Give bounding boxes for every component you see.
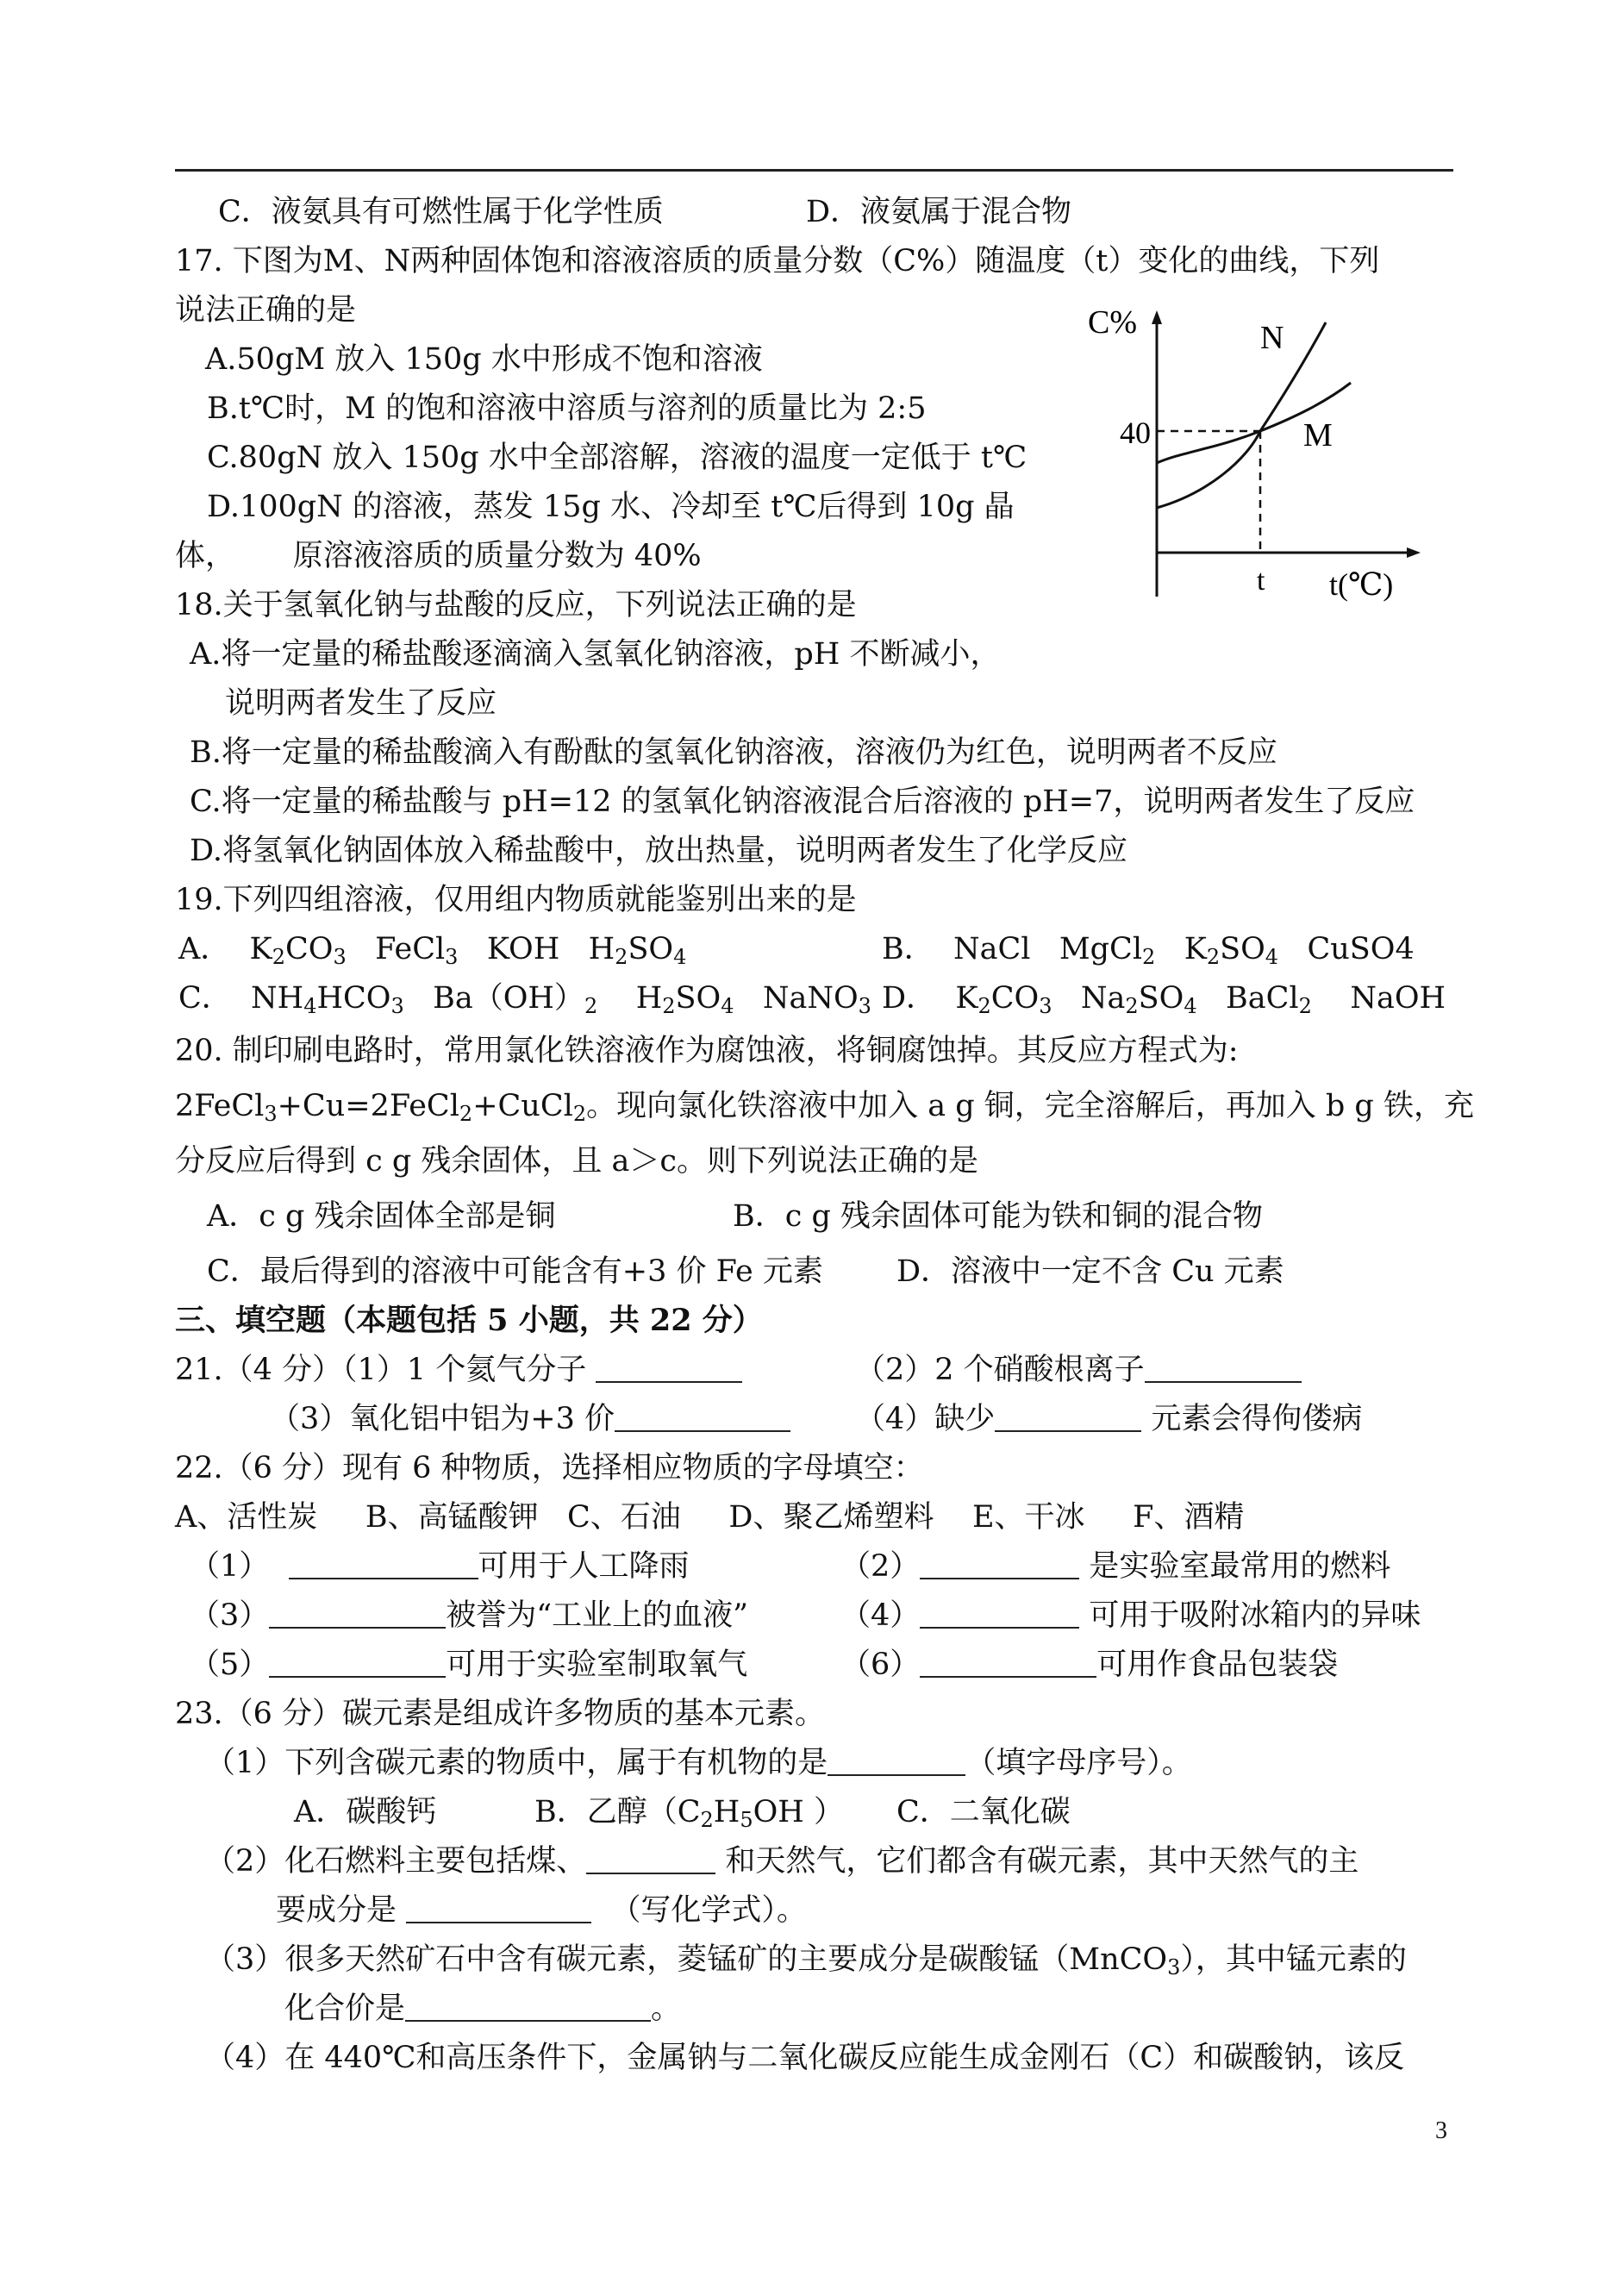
q18-stem: 18.关于氢氧化钠与盐酸的反应，下列说法正确的是 xyxy=(175,588,857,622)
x-tick-t: t xyxy=(1257,565,1265,597)
q20-option-d: D．溶液中一定不含 Cu 元素 xyxy=(896,1254,1284,1289)
q16-option-d: D．液氨属于混合物 xyxy=(806,195,1072,229)
q16-option-c: C．液氨具有可燃性属于化学性质 xyxy=(218,195,664,229)
q22-item-6: （6） 可用作食品包装袋 xyxy=(840,1648,1339,1682)
q19-option-c: C． $NH_4HCO_3$ $Ba(OH)_2$ $H_2SO_4$ NaNO$_3$ xyxy=(178,981,871,1018)
page-number: 3 xyxy=(1435,2117,1447,2144)
q22-blank-6[interactable] xyxy=(920,1650,1096,1678)
y-tick-40: 40 xyxy=(1120,416,1151,450)
q20-stem-equation: 2FeCl$_3$+Cu=2FeCl$_2$+CuCl$_2$。现向氯化铁溶液中加入 a g 铜，完全溶解后，再加入 b g 铁，充 xyxy=(175,1089,1474,1126)
q22-item-5: （5） 可用于实验室制取氧气 xyxy=(190,1648,748,1682)
x-axis-label: t(℃) xyxy=(1329,567,1394,602)
q22-blank-3[interactable] xyxy=(269,1601,446,1629)
q21-blank-3[interactable] xyxy=(615,1404,790,1432)
q21-blank-1[interactable] xyxy=(596,1355,742,1383)
q22-blank-5[interactable] xyxy=(269,1650,446,1678)
q20-stem: 20. 制印刷电路时，常用氯化铁溶液作为腐蚀液，将铜腐蚀掉。其反应方程式为: xyxy=(175,1034,1239,1068)
q23-blank-3[interactable] xyxy=(406,1896,591,1923)
curve-n-label: N xyxy=(1260,320,1284,356)
header-rule xyxy=(175,169,1453,172)
q21-part1: 21.（4 分）（1）1 个氦气分子 xyxy=(175,1352,742,1388)
x-axis-arrow xyxy=(1407,547,1421,558)
q17-option-c: C.80gN 放入 150g 水中全部溶解，溶液的温度一定低于 t℃ xyxy=(207,441,1027,475)
q22-blank-1[interactable] xyxy=(289,1552,478,1579)
q23-stem: 23.（6 分）碳元素是组成许多物质的基本元素。 xyxy=(175,1697,826,1731)
q23-part1: （1）下列含碳元素的物质中，属于有机物的是 （填字母序号）。 xyxy=(205,1746,1192,1780)
q23-part4: （4）在 440℃和高压条件下，金属钠与二氧化碳反应能生成金刚石（C）和碳酸钠，该反 xyxy=(205,2041,1405,2075)
q23-blank-4[interactable] xyxy=(405,1994,651,2022)
q22-item-3: （3） 被誉为“工业上的血液” xyxy=(190,1598,749,1633)
q23-part3: （3）很多天然矿石中含有碳元素，菱锰矿的主要成分是碳酸锰（MnCO$_3$），其中锰元素的 xyxy=(205,1942,1407,1979)
q23-blank-2[interactable] xyxy=(586,1847,715,1874)
curve-n xyxy=(1157,322,1326,508)
q21-part4: （4）缺少 元素会得佝偻病 xyxy=(855,1402,1363,1436)
q20-option-c: C．最后得到的溶液中可能含有+3 价 Fe 元素 xyxy=(207,1254,823,1289)
q22-blank-4[interactable] xyxy=(920,1601,1079,1629)
q22-blank-2[interactable] xyxy=(920,1552,1079,1579)
q22-item-1: （1） 可用于人工降雨 xyxy=(190,1549,690,1584)
q18-option-c: C.将一定量的稀盐酸与 pH=12 的氢氧化钠溶液混合后溶液的 pH=7，说明两者发生了反应 xyxy=(190,785,1415,819)
q22-options: A、活性炭 B、高锰酸钾 C、石油 D、聚乙烯塑料 E、干冰 F、酒精 xyxy=(175,1500,1245,1535)
q23-part2: （2）化石燃料主要包括煤、 和天然气，它们都含有碳元素，其中天然气的主 xyxy=(205,1844,1359,1879)
q19-stem: 19.下列四组溶液，仅用组内物质就能鉴别出来的是 xyxy=(175,883,857,917)
q21-part2: （2）2 个硝酸根离子 xyxy=(855,1352,1302,1388)
q17-option-a: A.50gM 放入 150g 水中形成不饱和溶液 xyxy=(205,342,763,377)
q19-option-b: B． NaCl MgCl$_2$ $K_2SO_4$ CuSO4 xyxy=(882,932,1415,969)
section-heading: 三、填空题（本题包括 5 小题，共 22 分） xyxy=(175,1303,763,1338)
q22-stem: 22.（6 分）现有 6 种物质，选择相应物质的字母填空： xyxy=(175,1451,924,1485)
curve-m-label: M xyxy=(1303,417,1333,453)
q18-option-d: D.将氢氧化钠固体放入稀盐酸中，放出热量，说明两者发生了化学反应 xyxy=(190,834,1127,868)
q17-option-b: B.t℃时，M 的饱和溶液中溶质与溶剂的质量比为 2:5 xyxy=(207,391,927,426)
q19-option-d: D． $K_2CO_3$ $Na_2SO_4$ BaCl$_2$ NaOH xyxy=(882,981,1446,1018)
q20-option-a: A．c g 残余固体全部是铜 xyxy=(207,1199,556,1234)
q21-part3: （3）氧化铝中铝为+3 价 xyxy=(270,1401,790,1437)
q19-option-a: A． $K_2CO_3$ FeCl$_3$ KOH $H_2SO_4$ xyxy=(178,932,687,969)
q18-option-a: A.将一定量的稀盐酸逐滴滴入氢氧化钠溶液，pH 不断减小， xyxy=(190,637,1001,672)
q18-option-a-cont: 说明两者发生了反应 xyxy=(225,686,497,721)
q23-part2-cont: 要成分是 （写化学式）。 xyxy=(276,1893,807,1928)
q23-blank-1[interactable] xyxy=(828,1748,965,1776)
y-axis-arrow xyxy=(1152,310,1162,324)
q23-part1-option-a: A．碳酸钙 xyxy=(294,1795,437,1829)
q22-item-4: （4） 可用于吸附冰箱内的异味 xyxy=(840,1598,1421,1633)
q20-stem-cont: 分反应后得到 c g 残余固体，且 a＞c。则下列说法正确的是 xyxy=(175,1144,978,1179)
q18-option-b: B.将一定量的稀盐酸滴入有酚酞的氢氧化钠溶液，溶液仍为红色，说明两者不反应 xyxy=(190,735,1277,770)
solubility-graph xyxy=(1088,303,1433,605)
q17-stem-cont: 说法正确的是 xyxy=(175,293,357,328)
q17-option-d-cont: 体， 原溶液溶质的质量分数为 40% xyxy=(175,539,702,573)
q23-part1-option-c: C．二氧化碳 xyxy=(896,1795,1071,1829)
y-axis-label: C% xyxy=(1088,304,1137,341)
q20-option-b: B．c g 残余固体可能为铁和铜的混合物 xyxy=(733,1199,1263,1234)
q23-part1-option-b: B．乙醇（$C_2H_5OH$ ） xyxy=(534,1795,844,1832)
q17-option-d: D.100gN 的溶液，蒸发 15g 水、冷却至 t℃后得到 10g 晶 xyxy=(207,490,1015,524)
q22-item-2: （2） 是实验室最常用的燃料 xyxy=(840,1549,1391,1584)
q17-stem: 17. 下图为M、N两种固体饱和溶液溶质的质量分数（C%）随温度（t）变化的曲线，下列 xyxy=(175,244,1380,278)
q21-blank-2[interactable] xyxy=(1145,1355,1302,1383)
q23-part3-cont: 化合价是 。 xyxy=(284,1992,682,2026)
q21-blank-4[interactable] xyxy=(995,1404,1141,1432)
